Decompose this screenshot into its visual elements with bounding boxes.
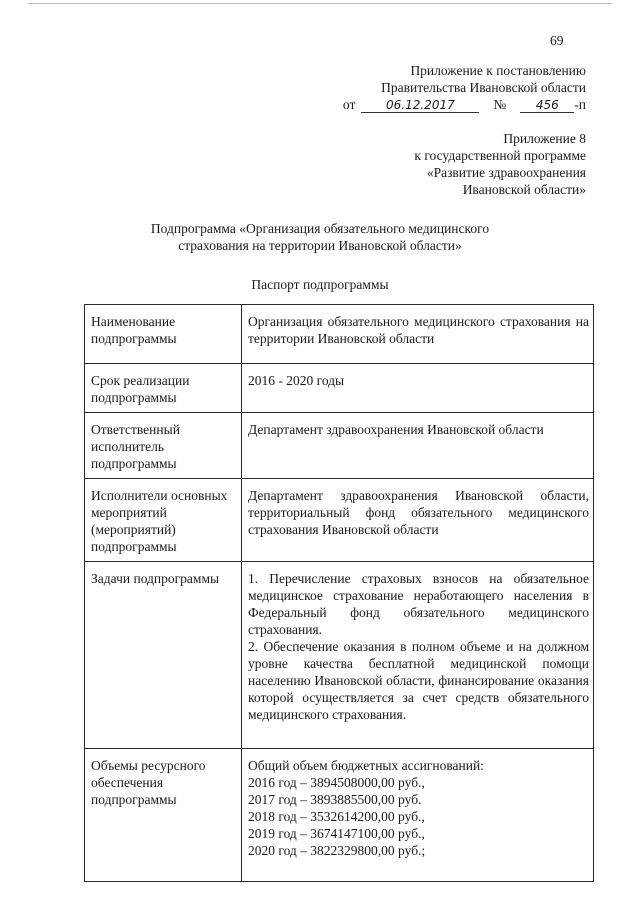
number-prefix: № xyxy=(493,97,507,112)
table-row xyxy=(85,413,594,479)
decree-date-number-line xyxy=(266,96,586,113)
appendix-header xyxy=(266,62,586,113)
row-label: Объемы ресурсного обеспечения подпрограммы xyxy=(85,749,242,882)
table-row xyxy=(85,479,594,562)
row-value: Департамент здравоохранения Ивановской области, территориальный фонд обязательного медицинского страхования Ивановской области xyxy=(242,479,594,562)
appendix8-line-1: Приложение 8 xyxy=(503,131,586,146)
passport-title: Паспорт подпрограммы xyxy=(251,277,389,292)
appendix-8-header xyxy=(266,130,586,198)
task-1-text: 1. Перечисление страховых взносов на обязательное медицинское страхование неработающего населения в Федеральный фонд обязательного медицинского страхования. xyxy=(248,571,589,637)
budget-head: Общий объем бюджетных ассигнований: xyxy=(248,758,484,773)
row-label: Наименование подпрограммы xyxy=(85,305,242,364)
budget-line-2020: 2020 год – 3822329800,00 руб.; xyxy=(248,843,426,858)
subprogram-title-line-1: Подпрограмма «Организация обязательного медицинского xyxy=(150,221,490,236)
top-rule xyxy=(28,3,612,4)
date-prefix: от xyxy=(342,97,356,112)
budget-line-2018: 2018 год – 3532614200,00 руб., xyxy=(248,809,425,824)
row-label: Задачи подпрограммы xyxy=(85,562,242,749)
row-value xyxy=(242,562,594,749)
row-label: Исполнители основных мероприятий (мероприятий) подпрограммы xyxy=(85,479,242,562)
passport-table xyxy=(84,304,594,882)
handwritten-number: 456 xyxy=(520,99,574,113)
number-suffix: -п xyxy=(574,97,586,112)
budget-line-2019: 2019 год – 3674147100,00 руб., xyxy=(248,826,425,841)
task-2-text: 2. Обеспечение оказания в полном объеме и на должном уровне качества бесплатной медицинской помощи населению Ивановской области, финансирование оказания которой осуществляется за счет средств обязательного медицинского страхования. xyxy=(248,639,589,722)
appendix-line-1: Приложение к постановлению xyxy=(410,63,586,78)
appendix8-line-2: к государственной программе xyxy=(414,148,586,163)
row-value: 2016 - 2020 годы xyxy=(242,364,594,413)
appendix-line-2: Правительства Ивановской области xyxy=(381,80,586,95)
row-value: Организация обязательного медицинского страхования на территории Ивановской области xyxy=(242,305,594,364)
handwritten-date: 06.12.2017 xyxy=(361,99,479,113)
appendix8-line-4: Ивановской области» xyxy=(462,182,586,197)
row-value xyxy=(242,749,594,882)
page-number: 69 xyxy=(550,33,564,48)
table-row xyxy=(85,562,594,749)
row-value: Департамент здравоохранения Ивановской области xyxy=(242,413,594,479)
subprogram-title xyxy=(100,220,540,254)
budget-line-2017: 2017 год – 3893885500,00 руб. xyxy=(248,792,422,807)
table-row xyxy=(85,749,594,882)
appendix8-line-3: «Развитие здравоохранения xyxy=(426,165,586,180)
row-label: Ответственный исполнитель подпрограммы xyxy=(85,413,242,479)
subprogram-title-line-2: страхования на территории Ивановской области» xyxy=(178,238,462,253)
budget-line-2016: 2016 год – 3894508000,00 руб., xyxy=(248,775,425,790)
table-row xyxy=(85,364,594,413)
table-row xyxy=(85,305,594,364)
row-label: Срок реализации подпрограммы xyxy=(85,364,242,413)
